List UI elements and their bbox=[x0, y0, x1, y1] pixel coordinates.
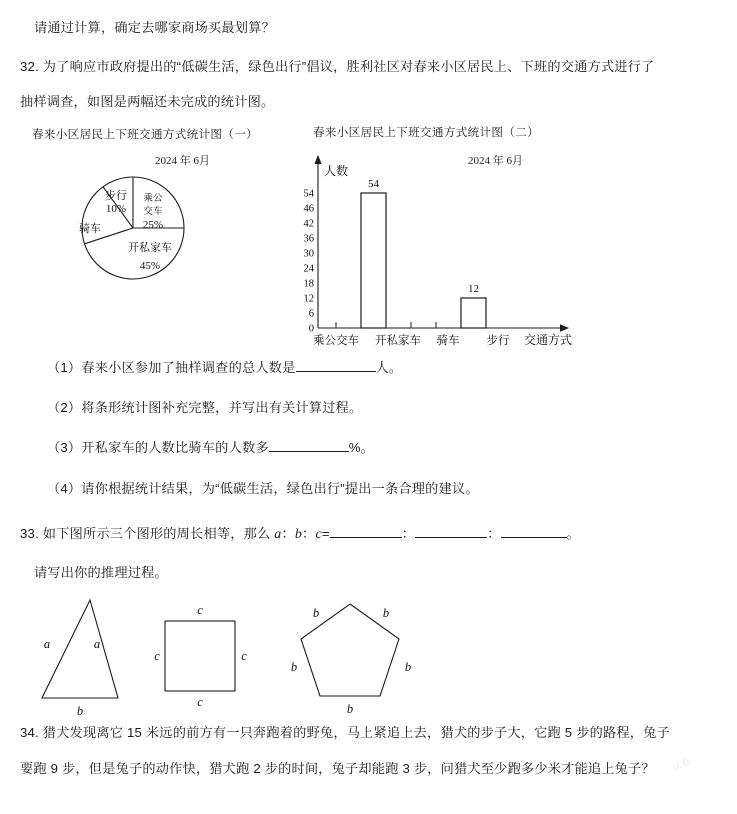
pie-slice-value-car: 45% bbox=[139, 260, 161, 272]
bar-category-2: 骑车 bbox=[436, 335, 460, 347]
pie-slice-value-buxing: 10% bbox=[105, 203, 127, 215]
square-side-label-right: c bbox=[241, 649, 247, 663]
square-side-label-bottom: c bbox=[197, 695, 203, 709]
question-33-sep-1: ： bbox=[281, 526, 295, 541]
page-watermark: 试卷 bbox=[670, 755, 694, 774]
pie-slice-label-bus-line2: 交车 bbox=[143, 206, 163, 217]
question-32-sub-3 bbox=[47, 438, 374, 458]
pie-chart-date: 2024 年 6月 bbox=[155, 155, 210, 167]
question-33-var-c: c bbox=[315, 527, 322, 542]
question-33-end: 。 bbox=[566, 526, 580, 541]
square-side-label-top: c bbox=[197, 603, 203, 617]
question-33-colon-2: ： bbox=[487, 526, 501, 541]
square-shape bbox=[165, 621, 235, 691]
question-32-sub-2-text: （2）将条形统计图补充完整，并写出有关计算过程。 bbox=[47, 400, 363, 415]
pentagon-side-label-left: b bbox=[290, 660, 298, 674]
pentagon-side-label-top-left: b bbox=[312, 606, 320, 620]
bar-chart-ytick-8: 46 bbox=[303, 203, 314, 215]
question-33-figures bbox=[20, 596, 440, 721]
bar-chart-date: 2024 年 6月 bbox=[468, 155, 523, 167]
question-34-line-2: 要跑 9 步，但是兔子的动作快，猎犬跑 2 步的时间，兔子却能跑 3 步，问猎犬至少跑多少米才能追上兔子？ bbox=[20, 761, 655, 776]
pentagon-side-label-right: b bbox=[404, 660, 412, 674]
bar-chart-ytick-2: 12 bbox=[303, 293, 314, 305]
triangle-side-label-right: a bbox=[93, 637, 101, 651]
bar-chart-y-axis-label: 人数 bbox=[324, 164, 349, 178]
question-32-sub-1 bbox=[47, 358, 402, 378]
pie-slice-label-buxing: 步行 bbox=[105, 190, 127, 202]
bar-chart-ytick-3: 18 bbox=[303, 278, 314, 290]
question-32-sub-3-prefix: （3）开私家车的人数比骑车的人数多 bbox=[47, 440, 269, 455]
triangle-side-label-left: a bbox=[43, 637, 51, 651]
bar-chart-ytick-7: 42 bbox=[303, 218, 314, 230]
answer-blank-percent-more[interactable] bbox=[269, 451, 349, 452]
question-33-colon-1: ： bbox=[401, 526, 416, 541]
bar-category-1: 开私家车 bbox=[375, 335, 421, 347]
bar-chart-ytick-1: 6 bbox=[308, 308, 314, 320]
question-32-line-1: 32. 为了响应市政府提出的“低碳生活，绿色出行”倡议，胜利社区对春来小区居民上、下班的交通方式进行了 bbox=[20, 59, 655, 74]
question-33-sep-2: ： bbox=[302, 526, 316, 541]
answer-blank-ratio-2[interactable] bbox=[415, 537, 487, 538]
bar-chart-x-axis-label: 交通方式 bbox=[523, 333, 573, 347]
pentagon-side-label-top-right: b bbox=[382, 606, 390, 620]
question-32-sub-1-suffix: 人。 bbox=[375, 360, 403, 375]
bar-chart-ytick-4: 24 bbox=[303, 263, 314, 275]
pie-chart bbox=[60, 168, 260, 293]
bar-category-3: 步行 bbox=[486, 335, 510, 347]
triangle-shape bbox=[42, 600, 118, 698]
intro-line: 请通过计算，确定去哪家商场买最划算？ bbox=[34, 20, 275, 35]
bar-kaisijiache bbox=[361, 193, 386, 328]
answer-blank-total-people[interactable] bbox=[296, 371, 376, 372]
pie-chart-title: 春来小区居民上下班交通方式统计图（一） bbox=[32, 128, 258, 141]
bar-chart-ytick-5: 30 bbox=[303, 248, 314, 260]
bar-buxing bbox=[461, 298, 486, 328]
question-32-sub-4-text: （4）请你根据统计结果，为“低碳生活，绿色出行”提出一条合理的建议。 bbox=[47, 481, 479, 496]
triangle-side-label-base: b bbox=[76, 704, 84, 718]
question-33-var-b: b bbox=[294, 527, 303, 542]
question-32-sub-3-suffix: %。 bbox=[348, 440, 375, 455]
pie-slice-label-car: 开私家车 bbox=[128, 242, 172, 254]
question-34-line-1: 34. 猎犬发现离它 15 米远的前方有一只奔跑着的野兔，马上紧追上去，猎犬的步子大，它跑 5 步的路程，兔子 bbox=[20, 725, 670, 740]
bar-chart-title: 春来小区居民上下班交通方式统计图（二） bbox=[313, 126, 539, 139]
question-33-prefix: 33. 如下图所示三个图形的周长相等，那么 bbox=[20, 526, 275, 541]
bar-value-kaisijiache: 54 bbox=[368, 178, 379, 190]
pie-slice-label-qiche: 骑车 bbox=[79, 223, 101, 235]
question-32-sub-4 bbox=[47, 479, 479, 499]
question-32-sub-2 bbox=[47, 398, 362, 418]
question-33-line-2: 请写出你的推理过程。 bbox=[34, 565, 168, 580]
bar-chart-ytick-6: 36 bbox=[303, 233, 314, 245]
pentagon-side-label-bottom: b bbox=[346, 702, 354, 716]
pie-slice-label-bus-line1: 乘公 bbox=[143, 193, 163, 204]
bar-chart-ytick-0: 0 bbox=[308, 323, 314, 335]
pie-slice-value-bus: 25% bbox=[142, 219, 164, 231]
square-side-label-left: c bbox=[154, 649, 160, 663]
answer-blank-ratio-3[interactable] bbox=[501, 537, 567, 538]
bar-category-0: 乘公交车 bbox=[313, 335, 359, 347]
question-33-var-a: a bbox=[274, 527, 282, 542]
question-33-line-1 bbox=[20, 524, 580, 545]
bar-chart bbox=[283, 150, 603, 348]
question-32-sub-1-prefix: （1）春来小区参加了抽样调查的总人数是 bbox=[47, 360, 296, 375]
bar-chart-x-axis-arrow bbox=[560, 324, 569, 331]
answer-blank-ratio-1[interactable] bbox=[330, 537, 402, 538]
bar-value-buxing: 12 bbox=[468, 283, 479, 295]
bar-chart-y-axis-arrow bbox=[314, 155, 321, 164]
question-32-line-2: 抽样调查，如图是两幅还未完成的统计图。 bbox=[20, 94, 275, 109]
bar-chart-ytick-9: 54 bbox=[303, 188, 314, 200]
question-33-equals: = bbox=[321, 526, 330, 541]
